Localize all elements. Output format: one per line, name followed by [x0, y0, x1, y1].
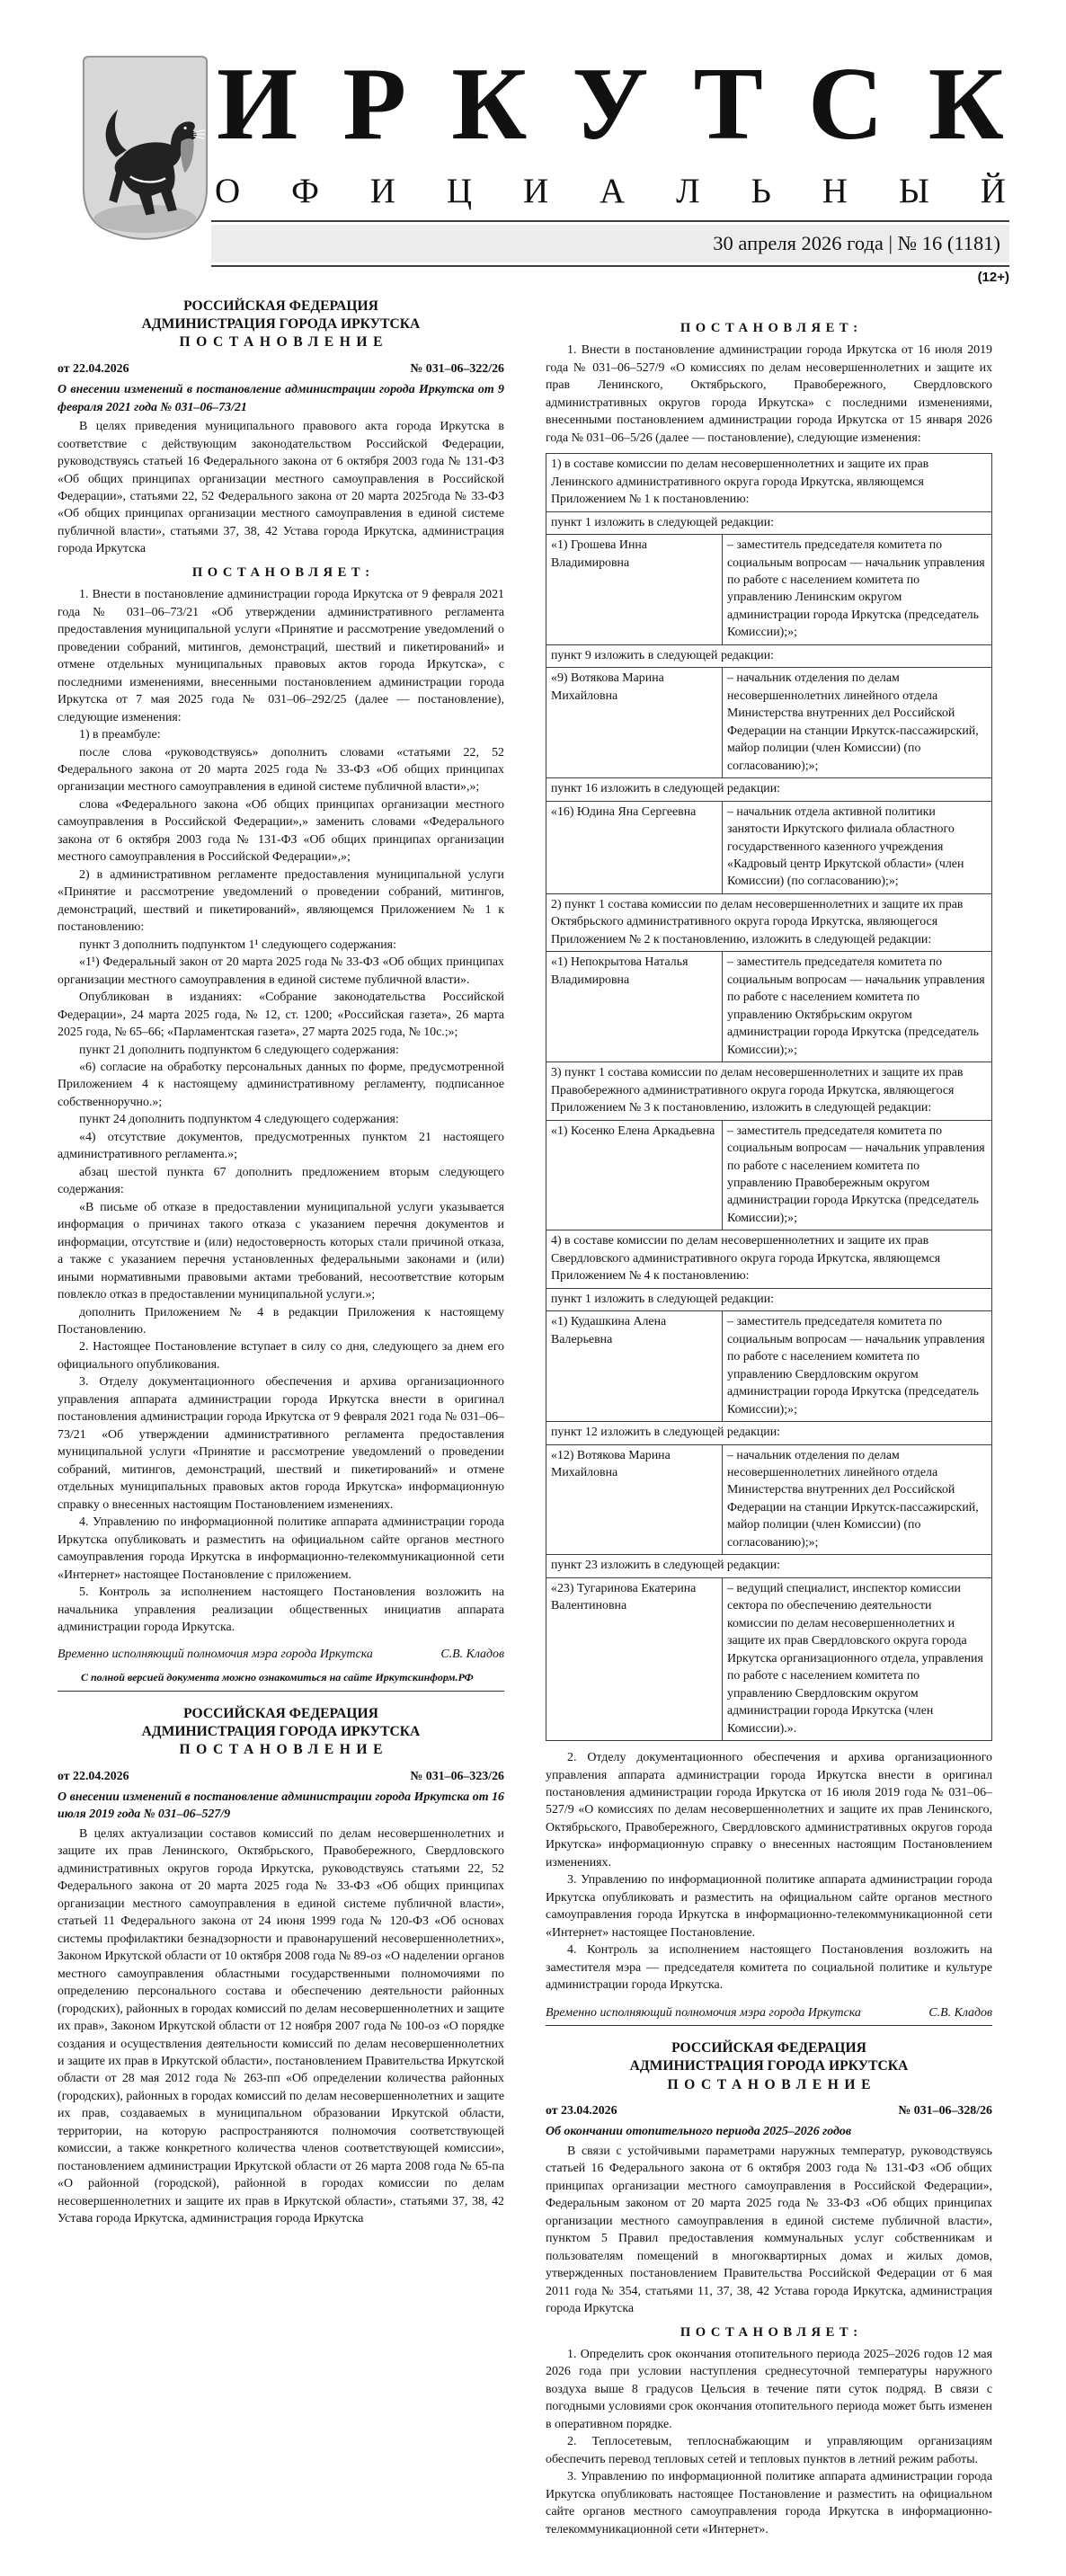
section-divider	[58, 1691, 504, 1692]
doc-date: от 23.04.2026	[546, 2103, 617, 2118]
content-columns	[0, 285, 1066, 2576]
paragraph: абзац шестой пункта 67 дополнить предложением вторым следующего содержания:	[58, 1165, 504, 1197]
amendments-table	[546, 453, 992, 1741]
paragraph: 2. Настоящее Постановление вступает в силу со дня, следующего за днем его официального опубликования.	[58, 1340, 504, 1372]
paragraph: 5. Контроль за исполнением настоящего Постановления возложить на начальника управления реализации общественных инициатив аппарата администрации города Иркутска.	[58, 1586, 504, 1634]
newspaper-subtitle: О Ф И Ц И А Л Ь Н Ы Й	[215, 172, 1006, 210]
org-line: АДМИНИСТРАЦИЯ ГОРОДА ИРКУТСКА	[629, 2058, 909, 2074]
signature-row	[58, 1646, 504, 1663]
paragraph: 4. Контроль за исполнением настоящего Постановления возложить на заместителя мэра — председателя комитета по социальной политике и культуре администрации города Иркутска.	[546, 1943, 992, 1993]
babr-coat-of-arms-icon	[79, 51, 211, 244]
paragraph: 3. Управлению по информационной политике аппарата администрации города Иркутска опубликовать настоящее Постановление и разместить на официальном сайте органов местного самоуправления города Иркутска в информационно-телекоммуникационной сети «Интернет».	[546, 2470, 992, 2536]
paragraph: пункт 24 дополнить подпунктом 4 следующего содержания:	[79, 1113, 399, 1127]
table-row-full: 2) пункт 1 состава комиссии по делам несовершеннолетних и защите их прав Октябрьского административного округа города Иркутска, являющегося Приложением № 2 к постановлению, изложить в следующей редакции:	[546, 894, 991, 952]
paragraph: пункт 3 дополнить подпунктом 1¹ следующего содержания:	[79, 937, 396, 952]
paragraph: В связи с устойчивыми параметрами наружных температур, руководствуясь статьей 16 Федерального закона от 6 октября 2003 года № 131-ФЗ «Об общих принципах организации местного самоуправления в Российской Федерации», Федеральным законом от 20 марта 2025 года № 33-ФЗ «Об общих принципах организации местного самоуправления в единой системе публичной власти», пунктом 5 Правил предоставления коммунальных услуг собственникам и пользователям помещений в многоквартирных домах и жилых домов, утвержденных постановлением Правительства Российской Федерации от 6 мая 2011 года № 354, статьями 11, 37, 38, 42 Устава города Иркутска, администрация города Иркутска	[546, 2144, 992, 2316]
full-version-note: С полной версией документа можно ознакомиться на сайте Иркутскинформ.РФ	[81, 1670, 474, 1683]
resolution-header	[58, 1705, 504, 1760]
table-row-full: пункт 23 изложить в следующей редакции:	[546, 1555, 991, 1577]
table-cell-role: – начальник отделения по делам несовершеннолетних линейного отдела Министерства внутренних дел Российской Федерации на станции Иркутск-пассажирский, майор полиции (член Комиссии) (по согласованию);»;	[727, 671, 979, 773]
table-cell-role: – заместитель председателя комитета по социальным вопросам — начальник управления по работе с населением комитета по управлению Ленинским округом администрации города Иркутска (председатель Комиссии);»;	[727, 538, 985, 640]
doc-meta	[546, 2102, 992, 2119]
org-line: РОССИЙСКАЯ ФЕДЕРАЦИЯ	[183, 298, 378, 314]
table-row-pair	[546, 1311, 991, 1422]
signatory-position: Временно исполняющий полномочия мэра города Иркутска	[58, 1648, 373, 1662]
signature-row	[546, 2004, 992, 2021]
table-row-full: пункт 12 изложить в следующей редакции:	[546, 1422, 991, 1444]
paragraph: 3. Управлению по информационной политике аппарата администрации города Иркутска опубликовать и разместить на официальном сайте органов местного самоуправления города Иркутска в информационно-телекоммуникационной сети «Интернет» настоящее Постановление.	[546, 1873, 992, 1940]
signatory-position: Временно исполняющий полномочия мэра города Иркутска	[546, 2005, 861, 2020]
doc-type-heading: ПОСТАНОВЛЕНИЕ	[179, 1742, 389, 1758]
table-row-full: 4) в составе комиссии по делам несовершеннолетних и защите их прав Свердловского административного округа города Иркутска, являющемся Приложением № 4 к постановлению:	[546, 1230, 991, 1288]
doc-meta	[58, 360, 504, 378]
paragraph: 4. Управлению по информационной политике аппарата администрации города Иркутска опубликовать и разместить на официальном сайте органов местного самоуправления города Иркутска в информационно-телекоммуникационной сети «Интернет» настоящее Постановление с приложением.	[58, 1515, 504, 1582]
doc-number: № 031–06–328/26	[898, 2103, 992, 2118]
paragraph: 1. Внести в постановление администрации города Иркутска от 16 июля 2019 года № 031–06–527/9 «О комиссиях по делам несовершеннолетних и защите их прав Ленинского, Октябрьского, Правобережного, Свердловского административных округов города Иркутска» с последними изменениями, внесенными постановлением администрации города Иркутска от 15 января 2026 года № 031–06–5/26 (далее — постановление), следующие изменения:	[546, 343, 992, 445]
newspaper-title: И Р К У Т С К	[217, 47, 1004, 162]
table-cell-name: «1) Непокрытова Наталья Владимировна	[546, 952, 723, 1061]
doc-date: от 22.04.2026	[58, 361, 129, 376]
section-divider	[546, 2025, 992, 2026]
issue-line: 30 апреля 2026 года | № 16 (1181)	[713, 231, 1000, 254]
table-row-full: пункт 9 изложить в следующей редакции:	[546, 645, 991, 668]
table-row-pair	[546, 952, 991, 1062]
table-cell-role: – ведущий специалист, инспектор комиссии сектора по обеспечению деятельности комиссии по делам несовершеннолетних и защите их прав Свердловского округа города Иркутска организационного отдела, управления по работе с населением комитета по управлению Свердловским округом администрации города Иркутска (член Комиссии).».	[727, 1581, 983, 1736]
table-row-pair	[546, 668, 991, 778]
masthead	[0, 0, 1066, 285]
resolves-heading: ПОСТАНОВЛЯЕТ:	[191, 564, 375, 580]
paragraph: 1. Внести в постановление администрации города Иркутска от 9 февраля 2021 года № 031–06–73/21 «Об утверждении административного регламента предоставления муниципальной услуги «Принятие и рассмотрение уведомлений о проведении собраний, митингов, демонстраций, шествий и пикетирований» и отмене отдельных муниципальных правовых актов города Иркутска», с последними изменениями, внесенными постановлением администрации города Иркутска от 7 мая 2025 года № 031–06–292/25 (далее — постановление), следующие изменения:	[58, 588, 504, 724]
table-cell-name: «16) Юдина Яна Сергеевна	[546, 802, 723, 893]
paragraph: 2) в административном регламенте предоставления муниципальной услуги «Принятие и рассмотрение уведомлений о проведении собраний, митингов, демонстраций, шествий и пикетирований», являющемся Приложением № 1 к постановлению:	[58, 867, 504, 935]
doc-type-heading: ПОСТАНОВЛЕНИЕ	[667, 2076, 877, 2092]
paragraph: Опубликован в изданиях: «Собрание законодательства Российской Федерации», 24 марта 2025 года, № 12, ст. 1200; «Российская газета», 26 марта 2025 года, № 65–66; «Парламентская газета», 27 марта 2025 года, № 10с.;»;	[58, 990, 504, 1040]
table-cell-name: «23) Тугаринова Екатерина Валентиновна	[546, 1578, 723, 1740]
org-line: АДМИНИСТРАЦИЯ ГОРОДА ИРКУТСКА	[141, 316, 421, 333]
doc-meta	[58, 1768, 504, 1785]
signatory-name: С.В. Кладов	[928, 2005, 992, 2020]
masthead-rule-top	[211, 220, 1009, 222]
age-rating: (12+)	[977, 269, 1009, 285]
table-cell-role: – начальник отделения по делам несовершеннолетних линейного отдела Министерства внутренних дел Российской Федерации на станции Иркутск-пассажирский, майор полиции (член Комиссии) (по согласованию);»;	[727, 1448, 979, 1550]
paragraph: «В письме об отказе в предоставлении муниципальной услуги указывается информация о причинах такого отказа с указанием перечня документов и информации, отсутствие и (или) недостоверность которых стали причиной отказа, а также с указанием перечня установленных федеральными законами и (или) иными нормативными правовыми актами требований, несоответствие которым повлекло отказ в предоставлении муниципальной услуги.»;	[58, 1200, 504, 1302]
table-row-pair	[546, 535, 991, 645]
paragraph: дополнить Приложением № 4 в редакции Приложения к настоящему Постановлению.	[58, 1305, 504, 1337]
org-line: РОССИЙСКАЯ ФЕДЕРАЦИЯ	[183, 1705, 378, 1721]
masthead-right	[211, 47, 1009, 285]
table-row-full: пункт 1 изложить в следующей редакции:	[546, 1289, 991, 1311]
table-row-pair	[546, 802, 991, 894]
table-cell-name: «1) Грошева Инна Владимировна	[546, 535, 723, 644]
table-row-full: пункт 16 изложить в следующей редакции:	[546, 778, 991, 801]
paragraph: пункт 21 дополнить подпунктом 6 следующего содержания:	[79, 1043, 399, 1057]
doc-title: О внесении изменений в постановление администрации города Иркутска от 9 февраля 2021 года № 031–06–73/21	[58, 383, 504, 414]
table-row-full: 1) в составе комиссии по делам несовершеннолетних и защите их прав Ленинского административного округа города Иркутска, являющемся Приложением № 1 к постановлению:	[546, 454, 991, 511]
table-row-pair	[546, 1121, 991, 1231]
doc-type-heading: ПОСТАНОВЛЕНИЕ	[179, 334, 389, 351]
resolution-header	[58, 298, 504, 352]
paragraph: «4) отсутствие документов, предусмотренных пунктом 21 настоящего административного регламента.»;	[58, 1130, 504, 1162]
paragraph: после слова «руководствуясь» дополнить словами «статьями 22, 52 Федерального закона от 20 марта 2025 года № 33-ФЗ «Об общих принципах организации местного самоуправления в единой системе публичной власти»,»;	[58, 745, 504, 795]
doc-number: № 031–06–323/26	[410, 1769, 504, 1783]
doc-number: № 031–06–322/26	[410, 361, 504, 376]
paragraph: 3. Отделу документационного обеспечения и архива организационного управления аппарата администрации города Иркутска внести в оригинал постановления администрации города Иркутска от 9 февраля 2021 года № 031–06–73/21 «Об утверждении административного регламента предоставления муниципальной услуги «Принятие и рассмотрение уведомлений о проведении собраний, митингов, демонстраций, шествий и пикетирований» и отмене отдельных муниципальных правовых актов города Иркутска» информационную справку о внесенных настоящим Постановлением изменениях.	[58, 1375, 504, 1512]
doc-date: от 22.04.2026	[58, 1769, 129, 1783]
paragraph: 1. Определить срок окончания отопительного периода 2025–2026 годов 12 мая 2026 года при условии наступления среднесуточной температуры наружного воздуха выше 8 градусов Цельсия в течение пяти суток подряд. В связи с погодными условиями срок окончания отопительного периода может быть изменен в оперативном порядке.	[546, 2347, 992, 2431]
table-row-full: пункт 1 изложить в следующей редакции:	[546, 512, 991, 535]
doc-title: Об окончании отопительного периода 2025–2026 годов	[546, 2125, 852, 2139]
table-cell-role: – начальник отдела активной политики занятости Иркутского филиала областного государственного казенного учреждения «Кадровый центр Иркутской области» (член Комиссии) (по согласованию);»;	[727, 804, 964, 889]
paragraph: 2. Теплосетевым, теплоснабжающим и управляющим организациям обеспечить перевод тепловых сетей и тепловых пунктов в летний режим работы.	[546, 2435, 992, 2466]
table-cell-role: – заместитель председателя комитета по социальным вопросам — начальник управления по работе с населением комитета по управлению Правобережным округом администрации города Иркутска (председатель Комиссии);»;	[727, 1124, 985, 1225]
paragraph: слова «Федерального закона «Об общих принципах организации местного самоуправления в Российской Федерации»,» заменить словами «Федерального закона от 6 октября 2003 года № 131-ФЗ «Об общих принципах организации местного самоуправления в Российской Федерации»,»;	[58, 797, 504, 865]
resolves-heading: ПОСТАНОВЛЯЕТ:	[680, 2324, 863, 2340]
paragraph: «1¹) Федеральный закон от 20 марта 2025 года № 33-ФЗ «Об общих принципах организации местного самоуправления в единой системе публичной власти».	[58, 955, 504, 987]
table-cell-name: «12) Вотякова Марина Михайловна	[546, 1445, 723, 1555]
paragraph: В целях актуализации составов комиссий по делам несовершеннолетних и защите их прав Ленинского, Октябрьского, Правобережного, Свердловского административных округов города Иркутска, руководствуясь статьями 22, 52 Федерального закона от 20 марта 2025 года № 33-ФЗ «Об общих принципах организации местного самоуправления в единой системе публичной власти», статьей 11 Федерального закона от 24 июня 1999 года № 120-ФЗ «Об основах системы профилактики безнадзорности и правонарушений несовершеннолетних», Законом Иркутской области от 10 октября 2008 года № 89-оз «О наделении органов местного самоуправления областными государственными полномочиями по определению персонального состава и обеспечению деятельности районных (городских), районных в городах комиссий по делам несовершеннолетних и защите их прав», Законом Иркутской области от 12 ноября 2007 года № 100-оз «О порядке создания и осуществления деятельности комиссий по делам несовершеннолетних и защите их прав в Иркутской области», постановлением Правительства Иркутской области от 28 мая 2012 года № 263-пп «Об определении количества районных (городских), районных в городах комиссий по делам несовершеннолетних и защите их прав, создаваемых в муниципальном образовании Иркутской области, территории, на которую распространяются полномочия соответствующей комиссии, а также конкретного количества членов соответствующей комиссии», постановлением администрации Иркутской области от 26 марта 2008 года № 65-па «О районной (городской), районной в городах комиссии по делам несовершеннолетних и защите их прав в Иркутской области», статьями 37, 38, 42 Устава города Иркутска, администрация города Иркутска	[58, 1826, 504, 2226]
table-cell-name: «1) Кудашкина Алена Валерьевна	[546, 1311, 723, 1421]
table-row-full: 3) пункт 1 состава комиссии по делам несовершеннолетних и защите их прав Правобережного административного округа города Иркутска, являющегося Приложением № 3 к постановлению, изложить в следующей редакции:	[546, 1062, 991, 1120]
resolution-header	[546, 2039, 992, 2094]
paragraph: «6) согласие на обработку персональных данных по форме, предусмотренной Приложением 4 к настоящему административному регламенту, подписанное собственноручно.»;	[58, 1060, 504, 1109]
org-line: АДМИНИСТРАЦИЯ ГОРОДА ИРКУТСКА	[141, 1723, 421, 1739]
doc-title: О внесении изменений в постановление администрации города Иркутска от 16 июля 2019 года № 031–06–527/9	[58, 1790, 504, 1822]
paragraph: В целях приведения муниципального правового акта города Иркутска в соответствие с действующим законодательством Российской Федерации, руководствуясь статьей 16 Федерального закона от 6 октября 2003 года № 131-ФЗ «Об общих принципах организации местного самоуправления в Российской Федерации», статьями 22, 52 Федерального закона от 20 марта 2025года № 33-ФЗ «Об общих принципах организации местного самоуправления в единой системе публичной власти», статьями 37, 38, 42 Устава города Иркутска, администрация города Иркутска	[58, 420, 504, 556]
table-row-pair	[546, 1578, 991, 1740]
org-line: РОССИЙСКАЯ ФЕДЕРАЦИЯ	[671, 2040, 866, 2056]
signatory-name: С.В. Кладов	[440, 1648, 504, 1662]
issue-date-bar	[211, 225, 1009, 262]
resolves-heading: ПОСТАНОВЛЯЕТ:	[680, 320, 863, 335]
table-cell-name: «9) Вотякова Марина Михайловна	[546, 668, 723, 777]
right-column	[546, 298, 992, 2538]
paragraph: 1) в преамбуле:	[79, 728, 161, 742]
table-row-pair	[546, 1445, 991, 1556]
table-cell-role: – заместитель председателя комитета по социальным вопросам — начальник управления по работе с населением комитета по управлению Октябрьским округом администрации города Иркутска (председатель Комиссии);»;	[727, 955, 985, 1057]
left-column	[58, 298, 504, 2538]
paragraph: 2. Отделу документационного обеспечения и архива организационного управления аппарата администрации города Иркутска внести в оригинал постановления администрации города Иркутска от 16 июля 2019 года № 031–06–527/9 «О комиссиях по делам несовершеннолетних и защите их прав Ленинского, Октябрьского, Правобережного, Свердловского административных округов города Иркутска» информационную справку о внесенных настоящим Постановлением изменениях.	[546, 1751, 992, 1870]
table-cell-name: «1) Косенко Елена Аркадьевна	[546, 1121, 723, 1230]
table-cell-role: – заместитель председателя комитета по социальным вопросам — начальник управления по работе с населением комитета по управлению Свердловским округом администрации города Иркутска (председатель Комиссии);»;	[727, 1315, 985, 1417]
